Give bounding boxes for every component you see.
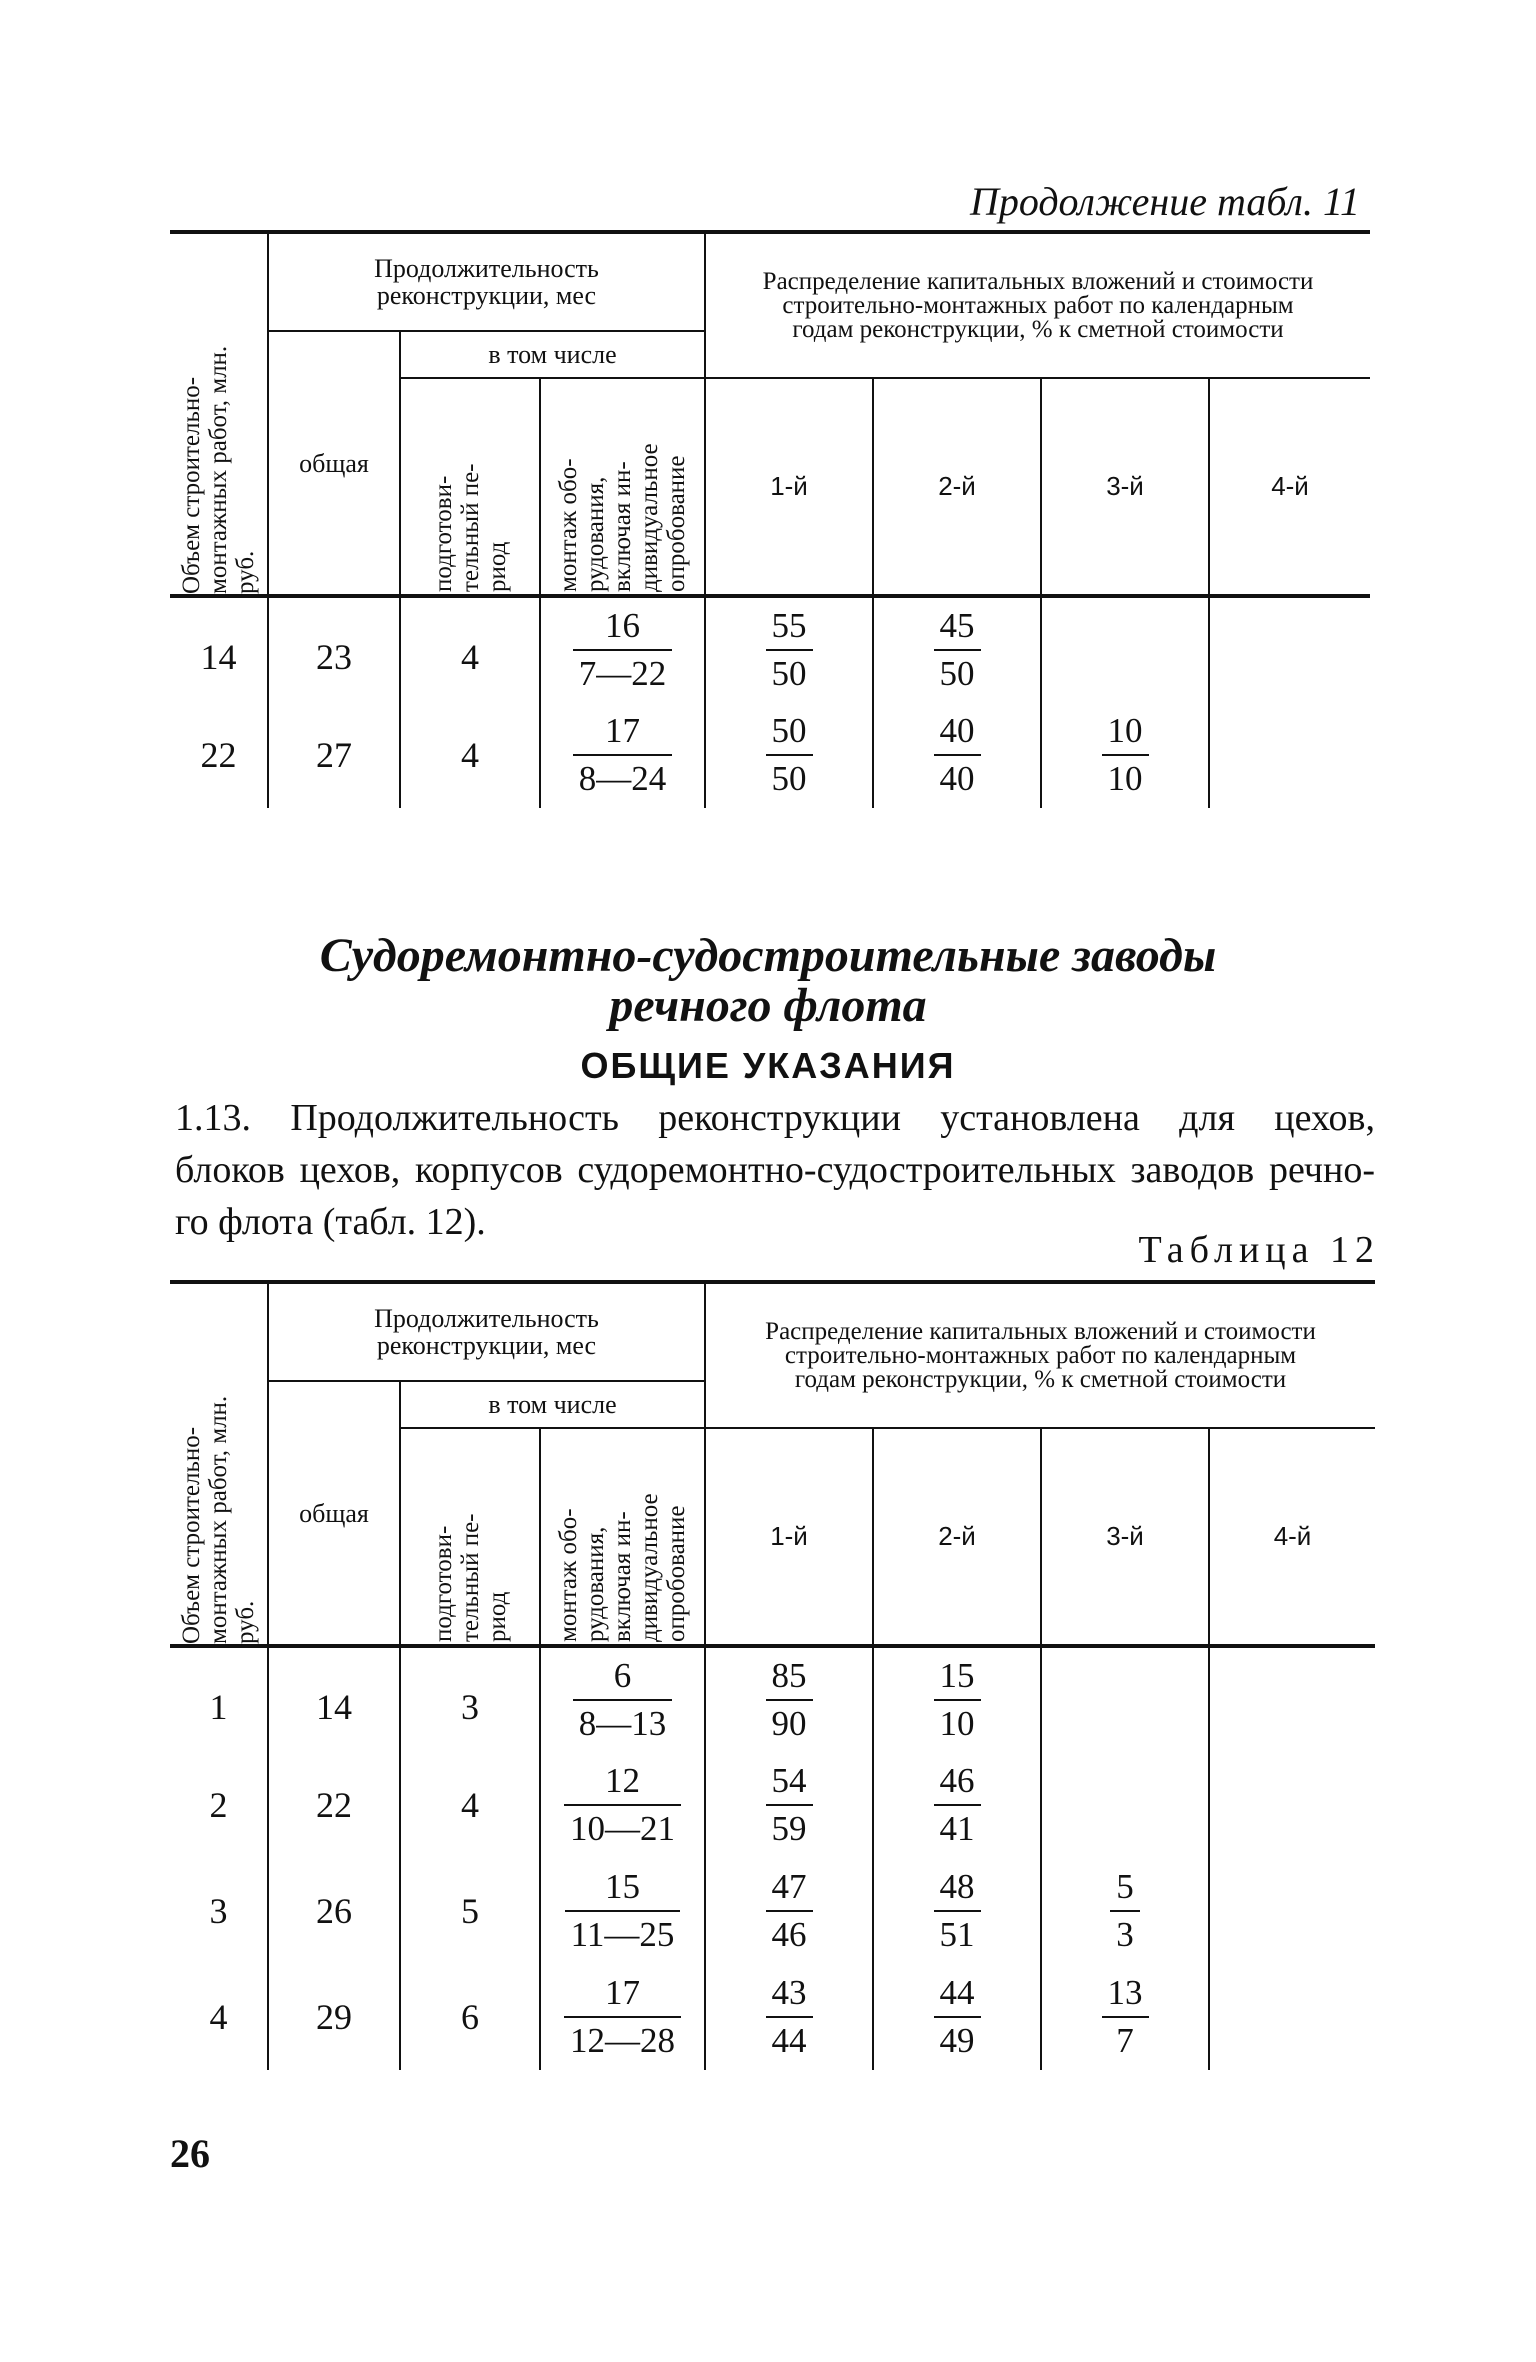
- fraction-numerator: 45: [934, 603, 981, 651]
- fraction-numerator: 17: [573, 708, 673, 756]
- fraction-denominator: 59: [771, 1809, 807, 1848]
- fraction-numerator: 43: [766, 1970, 813, 2018]
- header-year-3: 3-й: [1041, 378, 1209, 596]
- fraction-numerator: 15: [934, 1653, 981, 1701]
- cell-volume: 3: [209, 1891, 228, 1931]
- header-year-2: 2-й: [873, 1428, 1041, 1646]
- fraction-denominator: 10—21: [570, 1809, 675, 1848]
- cell-year-4: [1209, 702, 1370, 808]
- table-row: [170, 1858, 1375, 1964]
- cell-install: [540, 1964, 705, 2070]
- cell-year-2: [873, 702, 1041, 808]
- header-year-1: 1-й: [705, 378, 873, 596]
- header-volume: Объем строительно- монтажных работ, млн. руб.: [170, 232, 268, 596]
- cell-year-3: [1041, 1646, 1209, 1752]
- cell-year-3: [1041, 1752, 1209, 1858]
- header-duration: Продолжительность реконструкции, мес: [268, 1282, 705, 1381]
- continuation-label: Продолжение табл. 11: [969, 179, 1360, 224]
- table-row: [170, 702, 1370, 808]
- header-year-2: 2-й: [873, 378, 1041, 596]
- fraction-denominator: 8—13: [578, 1704, 667, 1743]
- cell-total: 27: [268, 702, 400, 808]
- header-install: монтаж обо- рудования, включая ин- дивидуальное опробование: [540, 1428, 705, 1646]
- cell-install: [540, 1858, 705, 1964]
- fraction-numerator: 50: [766, 708, 813, 756]
- header-distribution: Распределение капитальных вложений и стоимости строительно-монтажных работ по календарным годам реконструкции, % к сметной стоимости: [705, 232, 1370, 378]
- fraction-denominator: 3: [1116, 1915, 1134, 1954]
- cell-year-1: [705, 702, 873, 808]
- fraction-numerator: 5: [1110, 1864, 1140, 1912]
- general-instructions-heading: ОБЩИЕ УКАЗАНИЯ: [580, 1045, 956, 1086]
- fraction-denominator: 51: [939, 1915, 975, 1954]
- cell-prep: 6: [400, 1964, 540, 2070]
- cell-year-4: [1209, 596, 1370, 702]
- cell-year-4: [1209, 1964, 1375, 2070]
- cell-volume: 1: [209, 1687, 228, 1727]
- header-install: монтаж обо- рудования, включая ин- дивидуальное опробование: [540, 378, 705, 596]
- cell-volume: 22: [200, 735, 237, 775]
- header-prep: подготови- тельный пе- риод: [400, 378, 540, 596]
- fraction-denominator: 46: [771, 1915, 807, 1954]
- cell-year-3: [1041, 1858, 1209, 1964]
- cell-prep: 4: [400, 596, 540, 702]
- cell-volume: 4: [209, 1997, 228, 2037]
- cell-year-4: [1209, 1752, 1375, 1858]
- fraction-denominator: 44: [771, 2021, 807, 2060]
- cell-total: 14: [268, 1646, 400, 1752]
- fraction-numerator: 12: [564, 1758, 681, 1806]
- cell-year-1: [705, 596, 873, 702]
- table-row: [170, 1964, 1375, 2070]
- fraction-denominator: 50: [771, 759, 807, 798]
- cell-install: [540, 596, 705, 702]
- fraction-numerator: 48: [934, 1864, 981, 1912]
- table-12-body: [170, 1646, 1375, 2070]
- cell-year-2: [873, 1646, 1041, 1752]
- cell-year-2: [873, 1858, 1041, 1964]
- table-11-body: [170, 596, 1370, 808]
- table-12-label: Таблица 12: [1138, 1229, 1380, 1271]
- header-year-3: 3-й: [1041, 1428, 1209, 1646]
- table-row: [170, 1646, 1375, 1752]
- fraction-numerator: 13: [1102, 1970, 1149, 2018]
- cell-year-3: [1041, 702, 1209, 808]
- header-prep: подготови- тельный пе- риод: [400, 1428, 540, 1646]
- fraction-denominator: 90: [771, 1704, 807, 1743]
- header-total: общая: [268, 1381, 400, 1646]
- fraction-numerator: 47: [766, 1864, 813, 1912]
- header-year-4: 4-й: [1209, 1428, 1375, 1646]
- cell-year-3: [1041, 596, 1209, 702]
- header-year-4: 4-й: [1209, 378, 1370, 596]
- table-12: [170, 1280, 1375, 2070]
- fraction-denominator: 10: [939, 1704, 975, 1743]
- fraction-denominator: 7: [1116, 2021, 1134, 2060]
- cell-year-2: [873, 1964, 1041, 2070]
- fraction-denominator: 49: [939, 2021, 975, 2060]
- cell-total: 22: [268, 1752, 400, 1858]
- fraction-denominator: 8—24: [578, 759, 667, 798]
- fraction-numerator: 15: [565, 1864, 681, 1912]
- header-total: общая: [268, 331, 400, 596]
- fraction-numerator: 40: [934, 708, 981, 756]
- cell-install: [540, 1752, 705, 1858]
- cell-year-3: [1041, 1964, 1209, 2070]
- section-title-line-1: Судоремонтно-судостроительные заводы: [319, 929, 1217, 982]
- fraction-numerator: 85: [766, 1653, 813, 1701]
- header-duration: Продолжительность реконструкции, мес: [268, 232, 705, 331]
- fraction-denominator: 50: [771, 654, 807, 693]
- fraction-numerator: 54: [766, 1758, 813, 1806]
- header-volume: Объем строительно- монтажных работ, млн. руб.: [170, 1282, 268, 1646]
- header-including: в том числе: [400, 331, 705, 378]
- header-distribution: Распределение капитальных вложений и стоимости строительно-монтажных работ по календарным годам реконструкции, % к сметной стоимости: [705, 1282, 1375, 1428]
- fraction-denominator: 41: [939, 1809, 975, 1848]
- cell-prep: 4: [400, 702, 540, 808]
- cell-year-2: [873, 596, 1041, 702]
- fraction-denominator: 7—22: [578, 654, 667, 693]
- cell-total: 26: [268, 1858, 400, 1964]
- paragraph-line: блоков цехов, корпусов судоремонтно-судостроительных заводов речно-: [175, 1149, 1375, 1191]
- paragraph-line: 1.13. Продолжительность реконструкции установлена для цехов,: [175, 1097, 1375, 1139]
- section-title-line-2: речного флота: [609, 979, 927, 1032]
- fraction-denominator: 40: [939, 759, 975, 798]
- cell-prep: 5: [400, 1858, 540, 1964]
- fraction-numerator: 10: [1102, 708, 1149, 756]
- fraction-numerator: 46: [934, 1758, 981, 1806]
- cell-year-1: [705, 1858, 873, 1964]
- fraction-numerator: 55: [766, 603, 813, 651]
- cell-prep: 4: [400, 1752, 540, 1858]
- cell-install: [540, 702, 705, 808]
- cell-year-1: [705, 1964, 873, 2070]
- fraction-numerator: 6: [573, 1653, 673, 1701]
- fraction-numerator: 44: [934, 1970, 981, 2018]
- header-year-1: 1-й: [705, 1428, 873, 1646]
- cell-year-2: [873, 1752, 1041, 1858]
- fraction-numerator: 17: [564, 1970, 681, 2018]
- page-number: 26: [170, 2131, 210, 2176]
- cell-volume: 14: [200, 637, 237, 677]
- table-11: [170, 230, 1370, 808]
- fraction-denominator: 50: [939, 654, 975, 693]
- table-row: [170, 596, 1370, 702]
- cell-total: 23: [268, 596, 400, 702]
- cell-install: [540, 1646, 705, 1752]
- fraction-numerator: 16: [573, 603, 673, 651]
- cell-prep: 3: [400, 1646, 540, 1752]
- cell-total: 29: [268, 1964, 400, 2070]
- fraction-denominator: 11—25: [570, 1915, 675, 1954]
- header-including: в том числе: [400, 1381, 705, 1428]
- paragraph-line: го флота (табл. 12).: [175, 1201, 486, 1243]
- paragraph-1-13: [175, 1092, 1375, 1248]
- table-row: [170, 1752, 1375, 1858]
- cell-year-4: [1209, 1646, 1375, 1752]
- cell-volume: 2: [209, 1785, 228, 1825]
- cell-year-1: [705, 1752, 873, 1858]
- cell-year-1: [705, 1646, 873, 1752]
- cell-year-4: [1209, 1858, 1375, 1964]
- fraction-denominator: 10: [1107, 759, 1143, 798]
- fraction-denominator: 12—28: [570, 2021, 675, 2060]
